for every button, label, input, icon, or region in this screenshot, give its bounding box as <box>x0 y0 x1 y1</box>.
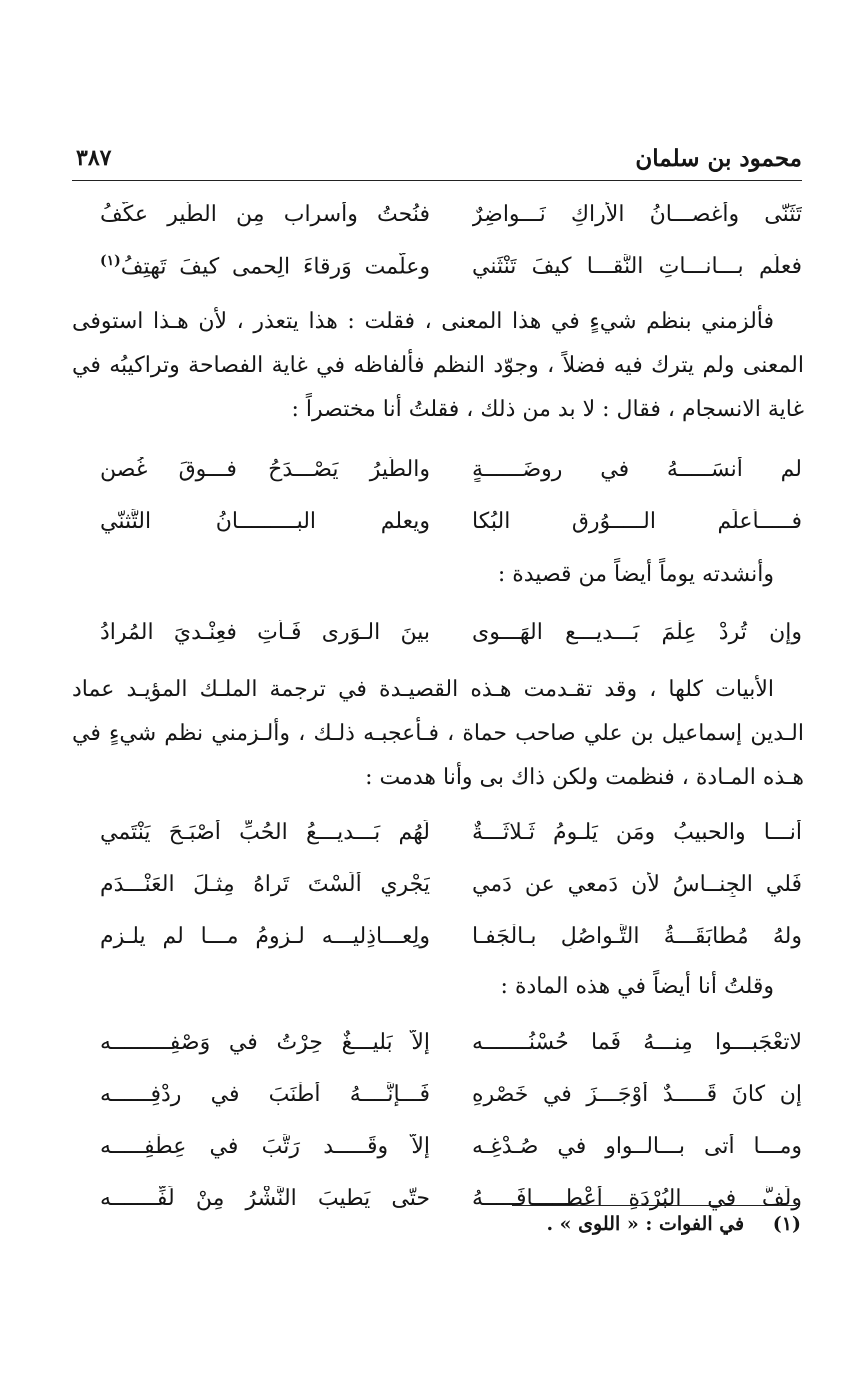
paragraph-text: وقلتُ أنا أيضاً في هذه المادة : <box>500 974 774 999</box>
verse-line <box>100 1016 802 1068</box>
prose-paragraph-2 <box>72 553 804 597</box>
verse-hemistich-left: فَـــإنَّــــهُ أطْنَبَ في رِدْفِــــــه <box>100 1081 430 1107</box>
verse-line <box>100 910 802 962</box>
paragraph-text: فألزمني بنظم شيءٍ في هذا المعنى ، فقلت : هذا يتعذر ، لأن هـذا استوفى المعنى ولم يترك فيه فضلاً ، وجوّد النظم فألفاظه في غاية الفصاحة وتراكيبُه في غاية الانسجام ، فقال : لا بد من ذلك ، فقلتُ أنا مختصراً : <box>72 309 804 422</box>
footnote <box>546 1213 801 1235</box>
verse-hemistich-left: لَهُم بَـــديـــعُ الحُبِّ أصْبَـحَ يَنْتَمي <box>100 819 430 845</box>
verse-hemistich-left: بينَ الـوَرى فَـأْتِ فعِنْـديَ المُرادُ <box>100 619 430 645</box>
verse-hemistich-right: لم أنسَـــــهُ في روضَــــــةٍ <box>472 456 802 482</box>
verse-hemistich-left: يَجْري ألَسْتَ تَراهُ مِثـلَ العَنْـــدَمِ <box>100 871 430 897</box>
verse-hemistich-left: إلاّ بَليـــغٌ حِرْتُ في وَصْفِـــــــــه <box>100 1029 430 1055</box>
verse-hemistich-right: فعلَّم بـــانـــاتِ النَّقـــا كيفَ تَنْثَني <box>472 253 802 279</box>
verse-hemistich-left: ويعلم البـــــــــانُ التَّثنّي <box>100 508 430 534</box>
verse-block-5 <box>100 1016 802 1224</box>
verse-hemistich-right: وإن تُرِدْ عِلْمَ بَـــديـــعِ الهَـــوى <box>472 619 802 645</box>
prose-paragraph-1 <box>72 300 804 432</box>
verse-line <box>100 240 802 292</box>
verse-hemistich-right: ولهُ مُطابَقَـــةُ التَّـواصُلِ بـالْجَفـا <box>472 923 802 949</box>
verse-line <box>100 806 802 858</box>
verse-block-1 <box>100 188 802 292</box>
verse-hemistich-right: تَثَنّى وأغصـــانُ الأراكِ نَـــواضِرٌ <box>472 201 802 227</box>
verse-block-2 <box>100 443 802 547</box>
footnote-rule <box>512 1205 797 1206</box>
verse-line <box>100 443 802 495</box>
verse-hemistich-right: لاتعْجَبـــوا مِنـــهُ فَما حُسْنُـــــــه <box>472 1029 802 1055</box>
footnote-mark: (١) <box>772 1213 801 1235</box>
verse-line <box>100 188 802 240</box>
verse-block-3 <box>100 606 802 658</box>
verse-hemistich-right: ومـــا أتى بـــالــواوِ في صُـدْغِـه <box>472 1133 802 1159</box>
header-rule <box>72 180 802 181</box>
footnote-reference: (١) <box>100 252 121 269</box>
page-number: ٣٨٧ <box>76 145 112 171</box>
verse-hemistich-left: إلاّ وقَـــــد رَتَّبَ في عِطْفِـــــه <box>100 1133 430 1159</box>
verse-block-4 <box>100 806 802 962</box>
verse-hemistich-text: وعلَّمت وَرقاءَ الِحمى كيفَ تَهتِفُ <box>120 254 430 280</box>
verse-hemistich-right: أنـــا والحبيبُ ومَن يَلـومُ ثَـلاثَـــةٌ <box>472 819 802 845</box>
verse-hemistich-right: فَلي الجِنــاسُ لأن دَمعي عن دَمي <box>472 871 802 897</box>
verse-hemistich-right: ولَفَّ في البُرْدَةِ أعْطـــــافَـــــهُ <box>472 1185 802 1211</box>
paragraph-text: وأنشدته يوماً أيضاً من قصيدة : <box>497 562 774 587</box>
paragraph-text: الأبيات كلها ، وقد تقـدمت هـذه القصيـدة في ترجمة الملـك المؤيـد عماد الـدين إسماعيل بن علي صاحب حماة ، فـأعجبـه ذلـك ، وألـزمني نظم شيءٍ في هـذه المـادة ، فنظمت ولكن ذاك بى وأنا هدمت : <box>72 677 804 790</box>
footnote-text: في الفوات : « اللوى » . <box>546 1213 745 1235</box>
prose-paragraph-3 <box>72 668 804 800</box>
page-header <box>76 138 802 178</box>
prose-paragraph-4 <box>72 965 804 1009</box>
verse-line <box>100 606 802 658</box>
verse-line <box>100 1120 802 1172</box>
running-title: محمود بن سلمان <box>635 144 802 172</box>
verse-line <box>100 1068 802 1120</box>
verse-hemistich-left <box>100 253 430 279</box>
verse-hemistich-right: إن كانَ قَـــــدٌ أوْجَـــزَ في خَصْرِهِ <box>472 1081 802 1107</box>
verse-hemistich-right: فـــــأعلِّم الـــــوُرق البُكا <box>472 508 802 534</box>
verse-hemistich-left: ولِعـــاذِليـــه لـزومُ مـــا لم يلـزمِ <box>100 923 430 949</box>
verse-line <box>100 495 802 547</box>
verse-hemistich-left: والطَّيرُ يَصْـــدَحُ فـــوقَ غُصن <box>100 456 430 482</box>
verse-hemistich-left: فنُحتُ وأسراب مِن الطَّيرِ عكَّفُ <box>100 201 430 227</box>
verse-hemistich-left: حتّى يَطيبَ النَّشْرُ مِنْ لَفِّـــــــه <box>100 1185 430 1211</box>
verse-line <box>100 858 802 910</box>
